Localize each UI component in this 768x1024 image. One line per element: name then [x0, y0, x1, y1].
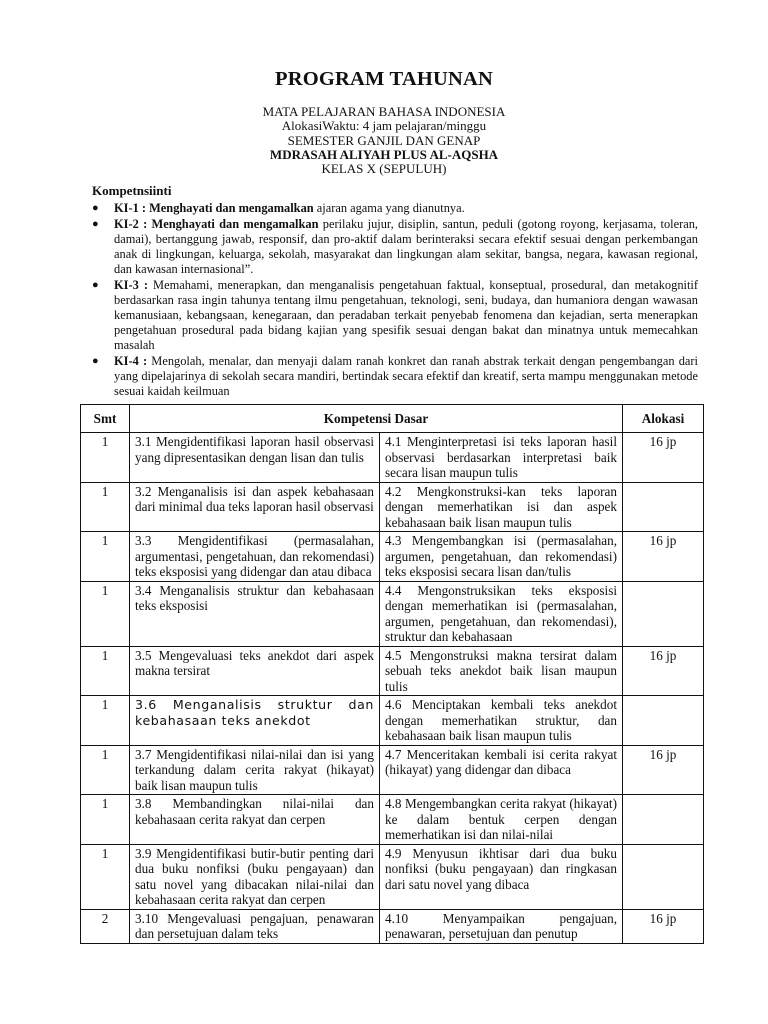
table-row [81, 795, 704, 845]
core-competency-list [92, 201, 698, 400]
alokasi-cell: 16 jp [623, 532, 704, 582]
alokasi-cell [623, 581, 704, 646]
semester-line: SEMESTER GANJIL DAN GENAP [287, 133, 481, 148]
alokasi-cell [623, 696, 704, 746]
alokasi-cell: 16 jp [623, 646, 704, 696]
kd4-cell: 4.7 Menceritakan kembali isi cerita rakyat (hikayat) yang didengar dan dibaca [380, 745, 623, 795]
header-kompetensi-dasar: Kompetensi Dasar [130, 405, 623, 433]
ki-item-1 [92, 201, 698, 216]
kd3-cell: 3.2 Menganalisis isi dan aspek kebahasaan dari minimal dua teks laporan hasil observasi [130, 482, 380, 532]
semester-cell: 1 [81, 745, 130, 795]
table-row [81, 696, 704, 746]
header-alokasi: Alokasi [623, 405, 704, 433]
bullet-icon: ● [92, 279, 99, 291]
ki-code: KI-1 : [114, 201, 147, 215]
bullet-icon: ● [92, 355, 99, 367]
kd4-cell: 4.9 Menyusun ikhtisar dari dua buku nonfiksi (buku pengayaan) dan ringkasan dari satu novel yang dibaca [380, 844, 623, 909]
alokasi-cell [623, 844, 704, 909]
subject-line: MATA PELAJARAN BAHASA INDONESIA [262, 104, 506, 119]
table-row [81, 581, 704, 646]
table-row [81, 909, 704, 943]
semester-cell: 1 [81, 844, 130, 909]
kd3-cell: 3.4 Menganalisis struktur dan kebahasaan teks eksposisi [130, 581, 380, 646]
alokasi-cell [623, 482, 704, 532]
table-row [81, 646, 704, 696]
kd4-cell: 4.10 Menyampaikan pengajuan, penawaran, persetujuan dan penutup [380, 909, 623, 943]
kd4-cell: 4.5 Mengonstruksi makna tersirat dalam sebuah teks anekdot baik lisan maupun tulis [380, 646, 623, 696]
ki-bold-text: Menghayati dan mengamalkan [147, 217, 319, 231]
time-allocation-line: AlokasiWaktu: 4 jam pelajaran/minggu [281, 118, 487, 133]
kd4-cell: 4.3 Mengembangkan isi (permasalahan, argumen, pengetahuan, dan rekomendasi) teks eksposisi secara lisan dan/tulis [380, 532, 623, 582]
kd4-cell: 4.6 Menciptakan kembali teks anekdot dengan memerhatikan struktur, dan kebahasaan baik lisan maupun tulis [380, 696, 623, 746]
bullet-icon: ● [92, 202, 99, 214]
kd4-cell: 4.4 Mengonstruksikan teks eksposisi dengan memerhatikan isi (permasalahan, argumen, pengetahuan, dan rekomendasi), struktur dan kebahasaan [380, 581, 623, 646]
table-row [81, 844, 704, 909]
semester-cell: 1 [81, 433, 130, 483]
kd3-cell: 3.5 Mengevaluasi teks anekdot dari aspek makna tersirat [130, 646, 380, 696]
ki-code: KI-4 : [114, 354, 148, 368]
semester-cell: 1 [81, 482, 130, 532]
header-smt: Smt [81, 405, 130, 433]
kd3-cell: 3.8 Membandingkan nilai-nilai dan kebahasaan cerita rakyat dan cerpen [130, 795, 380, 845]
ki-text: Mengolah, menalar, dan menyaji dalam ranah konkret dan ranah abstrak terkait dengan pengembangan dari yang dipelajarinya di sekolah secara mandiri, bertindak secara efektif dan kreatif, serta mampu menggunakan metode sesuai kaidah keilmuan [114, 354, 698, 398]
kd3-cell: 3.9 Mengidentifikasi butir-butir penting dari dua buku nonfiksi (buku pengayaan) dan satu novel yang dibacakan nilai-nilai dan kebahasaan cerita rakyat dan cerpen [130, 844, 380, 909]
competency-heading: Kompetnsiinti [92, 183, 172, 198]
table-row [81, 745, 704, 795]
bullet-icon: ● [92, 218, 99, 230]
kd4-cell: 4.1 Menginterpretasi isi teks laporan hasil observasi berdasarkan interpretasi baik secara lisan maupun tulis [380, 433, 623, 483]
semester-cell: 1 [81, 646, 130, 696]
alokasi-cell: 16 jp [623, 433, 704, 483]
ki-text: perilaku jujur, disiplin, santun, peduli (gotong royong, kerjasama, toleran, damai), bertanggung jawab, responsif, dan pro-aktif dalam berinteraksi secara efektif sesuai dengan perkembangan anak di lingkungan, keluarga, sekolah, masyarakat dan lingkungan alam sekitar, bangsa, negara, kawasan regional, dan kawasan internasional”. [114, 217, 699, 276]
school-line: MDRASAH ALIYAH PLUS AL-AQSHA [269, 147, 499, 162]
kd3-cell: 3.7 Mengidentifikasi nilai-nilai dan isi yang terkandung dalam cerita rakyat (hikayat) baik lisan maupun tulis [130, 745, 380, 795]
table-row [81, 433, 704, 483]
class-line: KELAS X (SEPULUH) [321, 161, 447, 176]
kd3-cell: 3.6 Menganalisis struktur dan kebahasaan teks anekdot [130, 696, 380, 746]
ki-code: KI-3 : [114, 278, 148, 292]
kd3-cell: 3.3 Mengidentifikasi (permasalahan, argumentasi, pengetahuan, dan rekomendasi) teks eksposisi yang didengar dan atau dibaca [130, 532, 380, 582]
kd4-cell: 4.2 Mengkonstruksi-kan teks laporan dengan memerhatikan isi dan aspek kebahasaan baik lisan maupun tulis [380, 482, 623, 532]
kd3-cell: 3.10 Mengevaluasi pengajuan, penawaran dan persetujuan dalam teks [130, 909, 380, 943]
table-row [81, 532, 704, 582]
table-header-row [81, 405, 704, 433]
document-title: PROGRAM TAHUNAN [274, 68, 494, 90]
kd4-cell: 4.8 Mengembangkan cerita rakyat (hikayat) ke dalam bentuk cerpen dengan memerhatikan isi dan nilai-nilai [380, 795, 623, 845]
kd3-cell: 3.1 Mengidentifikasi laporan hasil observasi yang dipresentasikan dengan lisan dan tulis [130, 433, 380, 483]
semester-cell: 1 [81, 795, 130, 845]
semester-cell: 1 [81, 532, 130, 582]
table-row [81, 482, 704, 532]
ki-item-3 [92, 278, 698, 353]
ki-code: KI-2 : [114, 217, 148, 231]
semester-cell: 2 [81, 909, 130, 943]
alokasi-cell: 16 jp [623, 745, 704, 795]
semester-cell: 1 [81, 696, 130, 746]
ki-item-2 [92, 217, 698, 277]
ki-text: Memahami, menerapkan, dan menganalisis pengetahuan faktual, konseptual, prosedural, dan metakognitif berdasarkan rasa ingin tahunya tentang ilmu pengetahuan, teknologi, seni, budaya, dan humaniora dengan wawasan kemanusiaan, kebangsaan, kenegaraan, dan peradaban terkait penyebab fenomena dan kejadian, serta menerapkan pengetahuan prosedural pada bidang kajian yang spesifik sesuai dengan bakat dan minatnya untuk memecahkan masalah [114, 278, 698, 352]
ki-item-4 [92, 354, 698, 399]
semester-cell: 1 [81, 581, 130, 646]
ki-text: ajaran agama yang dianutnya. [313, 201, 465, 215]
ki-bold-text: Menghayati dan mengamalkan [146, 201, 314, 215]
basic-competency-table [80, 404, 704, 944]
alokasi-cell [623, 795, 704, 845]
alokasi-cell: 16 jp [623, 909, 704, 943]
